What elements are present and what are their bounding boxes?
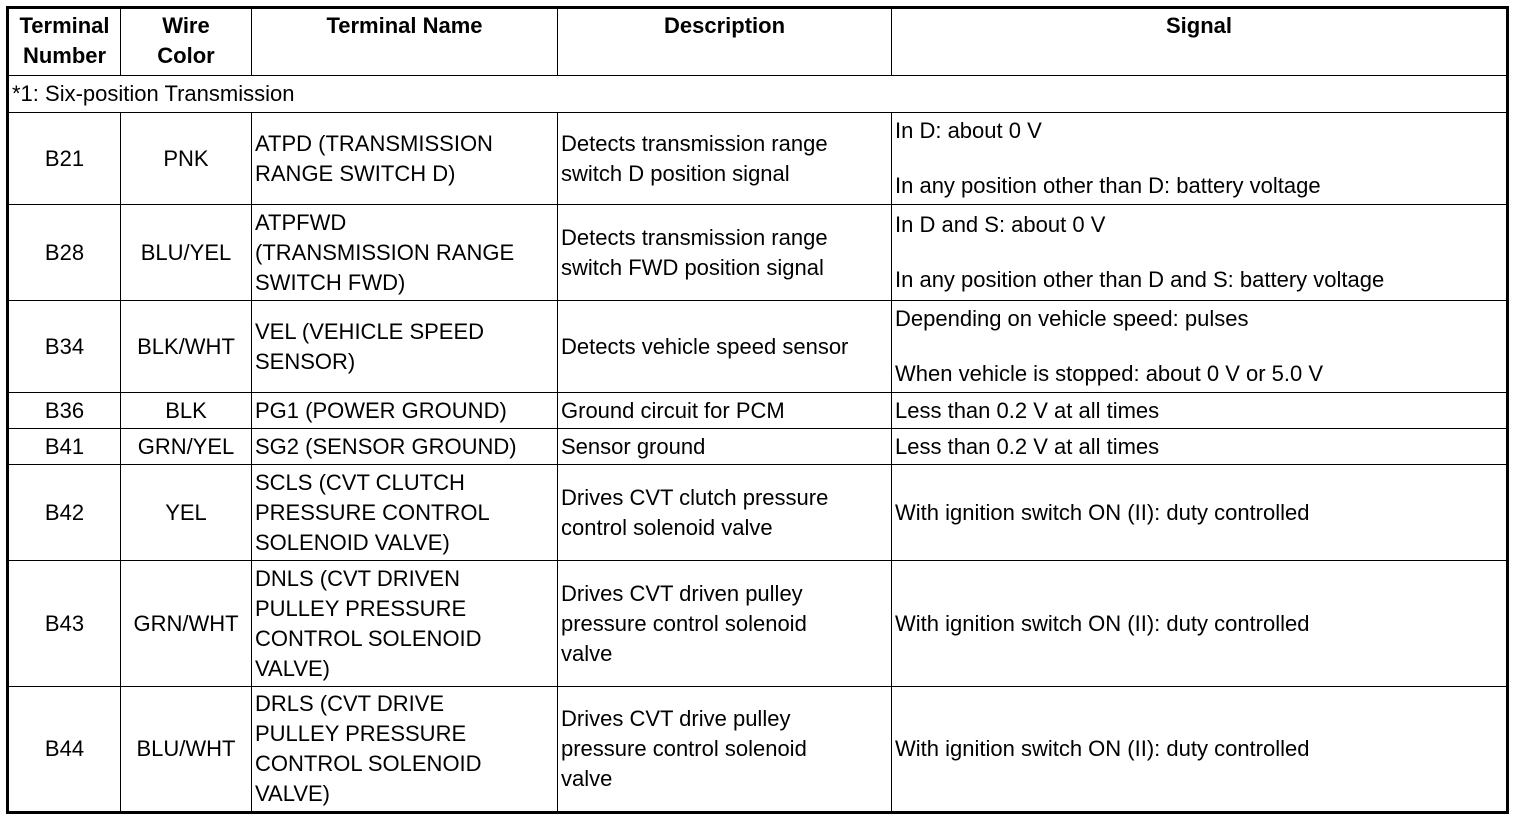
signal-line: With ignition switch ON (II): duty controlled xyxy=(895,499,1310,525)
signal-cell xyxy=(892,429,1508,465)
terminal-number-cell: B42 xyxy=(8,465,121,561)
cell-line: RANGE SWITCH D) xyxy=(255,160,456,186)
terminal-name-cell xyxy=(252,561,558,687)
signal-cell xyxy=(892,113,1508,205)
signal-line: In any position other than D: battery voltage xyxy=(895,173,1321,198)
cell-line: PULLEY PRESSURE xyxy=(255,721,467,746)
wire-color-cell: BLK/WHT xyxy=(121,301,252,393)
wire-color-cell: GRN/YEL xyxy=(121,429,252,465)
cell-line: SOLENOID VALVE) xyxy=(255,529,450,555)
cell-line: valve xyxy=(561,640,613,666)
signal-line: With ignition switch ON (II): duty controlled xyxy=(895,736,1310,761)
cell-line: switch D position signal xyxy=(561,160,790,186)
wire-color-cell: YEL xyxy=(121,465,252,561)
terminal-number-cell: B41 xyxy=(8,429,121,465)
signal-line: Less than 0.2 V at all times xyxy=(895,433,1160,459)
terminal-number-cell: B34 xyxy=(8,301,121,393)
cell-line: SCLS (CVT CLUTCH xyxy=(255,469,465,495)
cell-line: PRESSURE CONTROL xyxy=(255,499,490,525)
signal-line: Less than 0.2 V at all times xyxy=(895,397,1160,423)
cell-line: VALVE) xyxy=(255,781,330,806)
cell-line: CONTROL SOLENOID xyxy=(255,751,482,776)
header-terminal-name: Terminal Name xyxy=(252,8,558,76)
pcm-terminal-table xyxy=(6,6,1509,814)
signal-line: With ignition switch ON (II): duty controlled xyxy=(895,610,1310,636)
cell-line: ATPD (TRANSMISSION xyxy=(255,130,493,156)
table-row xyxy=(8,113,1508,205)
cell-line: pressure control solenoid xyxy=(561,736,807,761)
terminal-number-cell: B36 xyxy=(8,393,121,429)
description-cell xyxy=(558,465,892,561)
cell-line: Drives CVT driven pulley xyxy=(561,580,803,606)
signal-cell xyxy=(892,465,1508,561)
terminal-name-cell xyxy=(252,393,558,429)
table-row xyxy=(8,465,1508,561)
signal-cell xyxy=(892,393,1508,429)
signal-cell xyxy=(892,687,1508,813)
cell-line: pressure control solenoid xyxy=(561,610,807,636)
terminal-name-cell xyxy=(252,205,558,301)
cell-line: ATPFWD xyxy=(255,209,347,235)
cell-line: PG1 (POWER GROUND) xyxy=(255,397,507,423)
header-description: Description xyxy=(558,8,892,76)
cell-line: Detects transmission range xyxy=(561,224,828,250)
cell-line: switch FWD position signal xyxy=(561,254,824,280)
signal-cell xyxy=(892,301,1508,393)
cell-line: VALVE) xyxy=(255,655,330,681)
terminal-number-cell: B43 xyxy=(8,561,121,687)
terminal-number-cell: B21 xyxy=(8,113,121,205)
description-cell xyxy=(558,113,892,205)
cell-line: VEL (VEHICLE SPEED xyxy=(255,318,485,344)
section-row xyxy=(8,76,1508,113)
terminal-name-cell xyxy=(252,301,558,393)
description-cell xyxy=(558,393,892,429)
header-terminal-number: Terminal Number xyxy=(8,8,121,76)
terminal-name-cell xyxy=(252,429,558,465)
wire-color-cell: PNK xyxy=(121,113,252,205)
description-cell xyxy=(558,429,892,465)
table-row xyxy=(8,301,1508,393)
terminal-name-cell xyxy=(252,113,558,205)
cell-line: Drives CVT clutch pressure xyxy=(561,484,829,510)
header-signal: Signal xyxy=(892,8,1508,76)
cell-line: Drives CVT drive pulley xyxy=(561,706,791,731)
terminal-name-cell xyxy=(252,687,558,813)
signal-line: In D: about 0 V xyxy=(895,118,1042,143)
cell-line: SWITCH FWD) xyxy=(255,269,406,295)
cell-line: Detects vehicle speed sensor xyxy=(561,333,849,359)
signal-line: Depending on vehicle speed: pulses xyxy=(895,306,1249,331)
cell-line: control solenoid valve xyxy=(561,514,773,540)
signal-spacer xyxy=(895,240,1503,265)
table-row xyxy=(8,687,1508,813)
description-cell xyxy=(558,687,892,813)
signal-spacer xyxy=(895,146,1503,171)
description-cell xyxy=(558,301,892,393)
signal-line: When vehicle is stopped: about 0 V or 5.0 V xyxy=(895,361,1324,386)
wire-color-cell: BLK xyxy=(121,393,252,429)
wire-color-cell: BLU/YEL xyxy=(121,205,252,301)
table-row xyxy=(8,205,1508,301)
terminal-name-cell xyxy=(252,465,558,561)
cell-line: DRLS (CVT DRIVE xyxy=(255,691,445,716)
terminal-number-cell: B44 xyxy=(8,687,121,813)
signal-cell xyxy=(892,205,1508,301)
wire-color-cell: GRN/WHT xyxy=(121,561,252,687)
cell-line: valve xyxy=(561,766,613,791)
table-row xyxy=(8,393,1508,429)
description-cell xyxy=(558,561,892,687)
cell-line: Ground circuit for PCM xyxy=(561,397,785,423)
section-label: *1: Six-position Transmission xyxy=(8,76,1508,113)
cell-line: Detects transmission range xyxy=(561,130,828,156)
description-cell xyxy=(558,205,892,301)
terminal-number-cell: B28 xyxy=(8,205,121,301)
cell-line: DNLS (CVT DRIVEN xyxy=(255,565,460,591)
header-wire-color: Wire Color xyxy=(121,8,252,76)
cell-line: CONTROL SOLENOID xyxy=(255,625,482,651)
cell-line: (TRANSMISSION RANGE xyxy=(255,239,515,265)
signal-cell xyxy=(892,561,1508,687)
terminal-table-container xyxy=(6,6,1509,814)
table-row xyxy=(8,429,1508,465)
signal-spacer xyxy=(895,334,1503,359)
wire-color-cell: BLU/WHT xyxy=(121,687,252,813)
table-row xyxy=(8,561,1508,687)
cell-line: SENSOR) xyxy=(255,348,356,374)
header-row xyxy=(8,8,1508,76)
cell-line: Sensor ground xyxy=(561,433,706,459)
cell-line: PULLEY PRESSURE xyxy=(255,595,467,621)
signal-line: In D and S: about 0 V xyxy=(895,212,1106,237)
signal-line: In any position other than D and S: battery voltage xyxy=(895,267,1385,292)
cell-line: SG2 (SENSOR GROUND) xyxy=(255,433,517,459)
